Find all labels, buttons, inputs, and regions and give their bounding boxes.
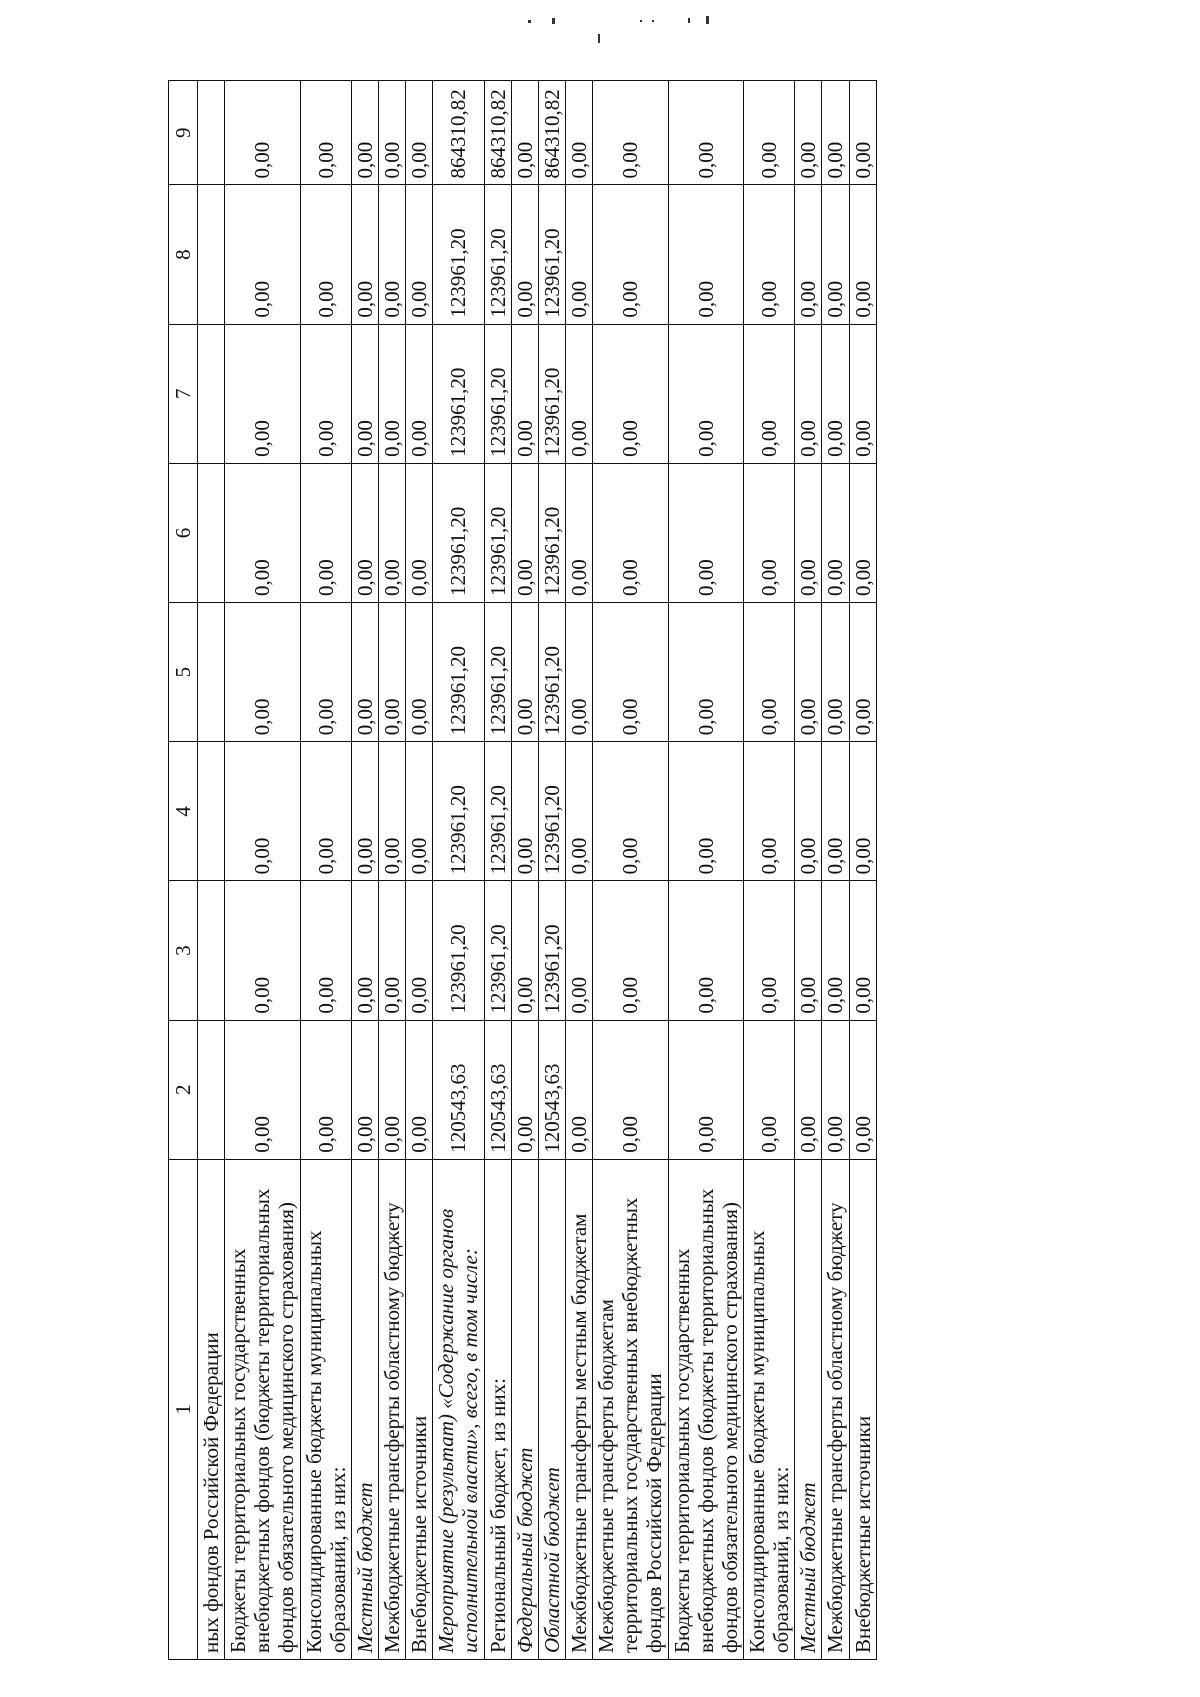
cell-value: 0,00 bbox=[593, 81, 668, 185]
cell-value: 0,00 bbox=[849, 881, 876, 1020]
cell-value: 0,00 bbox=[743, 881, 794, 1020]
cell-value: 0,00 bbox=[378, 742, 405, 881]
table-row bbox=[743, 81, 794, 1660]
cell-value: 0,00 bbox=[565, 881, 592, 1020]
cell-value: 0,00 bbox=[565, 185, 592, 324]
scan-speck bbox=[598, 34, 600, 43]
row-label: Межбюджетные трансферты областному бюджету bbox=[378, 1159, 405, 1659]
cell-value: 123961,20 bbox=[538, 881, 565, 1020]
cell-value: 0,00 bbox=[795, 463, 822, 602]
table-row bbox=[484, 81, 511, 1660]
cell-value: 0,00 bbox=[351, 81, 378, 185]
table-row bbox=[511, 81, 538, 1660]
cell-value: 0,00 bbox=[593, 742, 668, 881]
cell-value: 0,00 bbox=[668, 1020, 743, 1159]
cell-value: 0,00 bbox=[511, 81, 538, 185]
cell-value: 123961,20 bbox=[484, 742, 511, 881]
cell-value: 0,00 bbox=[743, 1020, 794, 1159]
cell-value: 0,00 bbox=[795, 603, 822, 742]
cell-value: 0,00 bbox=[406, 324, 433, 463]
column-header-9: 9 bbox=[169, 81, 198, 185]
column-header-6: 6 bbox=[169, 463, 198, 602]
cell-value: 0,00 bbox=[406, 742, 433, 881]
cell-value: 0,00 bbox=[743, 742, 794, 881]
scan-speck bbox=[552, 18, 555, 24]
cell-value: 0,00 bbox=[511, 463, 538, 602]
cell-value: 0,00 bbox=[849, 1020, 876, 1159]
column-header-1: 1 bbox=[169, 1159, 198, 1659]
cell-value: 0,00 bbox=[300, 881, 351, 1020]
cell-value bbox=[198, 463, 225, 602]
cell-value: 0,00 bbox=[795, 324, 822, 463]
row-label: Внебюджетные источники bbox=[406, 1159, 433, 1659]
scan-speck bbox=[706, 16, 709, 24]
cell-value: 0,00 bbox=[225, 81, 300, 185]
table-row bbox=[822, 81, 849, 1660]
cell-value: 0,00 bbox=[849, 185, 876, 324]
cell-value: 0,00 bbox=[668, 81, 743, 185]
cell-value: 123961,20 bbox=[484, 463, 511, 602]
cell-value bbox=[198, 81, 225, 185]
column-header-7: 7 bbox=[169, 324, 198, 463]
cell-value: 0,00 bbox=[849, 742, 876, 881]
table-row bbox=[849, 81, 876, 1660]
cell-value: 0,00 bbox=[225, 1020, 300, 1159]
cell-value: 0,00 bbox=[795, 185, 822, 324]
cell-value: 0,00 bbox=[668, 324, 743, 463]
row-label: ных фондов Российской Федерации bbox=[198, 1159, 225, 1659]
cell-value: 123961,20 bbox=[538, 324, 565, 463]
row-label: Бюджеты территориальных государственных внебюджетных фондов (бюджеты территориальных фондов обязательного медицинского страхования) bbox=[668, 1159, 743, 1659]
row-label: Местный бюджет bbox=[351, 1159, 378, 1659]
cell-value: 0,00 bbox=[378, 881, 405, 1020]
cell-value bbox=[198, 742, 225, 881]
row-label: Консолидированные бюджеты муниципальных образований, из них: bbox=[743, 1159, 794, 1659]
cell-value: 0,00 bbox=[351, 185, 378, 324]
cell-value: 0,00 bbox=[511, 603, 538, 742]
cell-value: 0,00 bbox=[795, 1020, 822, 1159]
cell-value: 0,00 bbox=[743, 81, 794, 185]
table-row bbox=[565, 81, 592, 1660]
cell-value: 0,00 bbox=[565, 742, 592, 881]
row-label: Областной бюджет bbox=[538, 1159, 565, 1659]
cell-value: 0,00 bbox=[668, 185, 743, 324]
table-row bbox=[668, 81, 743, 1660]
column-header-5: 5 bbox=[169, 603, 198, 742]
cell-value: 0,00 bbox=[593, 463, 668, 602]
cell-value: 123961,20 bbox=[484, 324, 511, 463]
cell-value: 0,00 bbox=[378, 1020, 405, 1159]
cell-value: 864310,82 bbox=[538, 81, 565, 185]
cell-value: 0,00 bbox=[300, 185, 351, 324]
cell-value: 0,00 bbox=[378, 185, 405, 324]
cell-value: 0,00 bbox=[225, 881, 300, 1020]
table-row bbox=[225, 81, 300, 1660]
cell-value: 0,00 bbox=[565, 324, 592, 463]
cell-value: 0,00 bbox=[822, 463, 849, 602]
cell-value: 123961,20 bbox=[433, 324, 484, 463]
cell-value: 123961,20 bbox=[538, 742, 565, 881]
cell-value: 0,00 bbox=[795, 81, 822, 185]
cell-value: 0,00 bbox=[406, 81, 433, 185]
cell-value: 0,00 bbox=[822, 603, 849, 742]
cell-value bbox=[198, 1020, 225, 1159]
cell-value bbox=[198, 603, 225, 742]
cell-value: 0,00 bbox=[511, 185, 538, 324]
cell-value: 0,00 bbox=[406, 185, 433, 324]
table-row bbox=[198, 81, 225, 1660]
rotated-page bbox=[168, 80, 1038, 1660]
column-header-3: 3 bbox=[169, 881, 198, 1020]
cell-value: 0,00 bbox=[351, 1020, 378, 1159]
cell-value: 0,00 bbox=[511, 324, 538, 463]
cell-value: 0,00 bbox=[511, 742, 538, 881]
cell-value: 0,00 bbox=[795, 742, 822, 881]
cell-value: 0,00 bbox=[668, 881, 743, 1020]
table-row bbox=[351, 81, 378, 1660]
cell-value: 0,00 bbox=[300, 463, 351, 602]
cell-value: 0,00 bbox=[225, 603, 300, 742]
table-row bbox=[593, 81, 668, 1660]
cell-value: 0,00 bbox=[351, 881, 378, 1020]
cell-value: 0,00 bbox=[822, 1020, 849, 1159]
cell-value: 0,00 bbox=[668, 463, 743, 602]
cell-value: 0,00 bbox=[225, 742, 300, 881]
table-row bbox=[795, 81, 822, 1660]
table-row bbox=[538, 81, 565, 1660]
cell-value: 0,00 bbox=[225, 185, 300, 324]
cell-value: 0,00 bbox=[378, 463, 405, 602]
scan-speck bbox=[688, 18, 690, 23]
table-body bbox=[198, 81, 877, 1660]
cell-value: 123961,20 bbox=[538, 603, 565, 742]
cell-value: 0,00 bbox=[378, 603, 405, 742]
table-row bbox=[406, 81, 433, 1660]
cell-value: 0,00 bbox=[593, 324, 668, 463]
table-header-row bbox=[169, 81, 198, 1660]
cell-value: 0,00 bbox=[743, 603, 794, 742]
cell-value: 0,00 bbox=[565, 603, 592, 742]
cell-value: 0,00 bbox=[225, 324, 300, 463]
cell-value: 123961,20 bbox=[538, 463, 565, 602]
cell-value: 0,00 bbox=[822, 185, 849, 324]
scan-speck bbox=[528, 20, 531, 23]
cell-value: 0,00 bbox=[822, 324, 849, 463]
column-header-2: 2 bbox=[169, 1020, 198, 1159]
row-label: Консолидированные бюджеты муниципальных образований, из них: bbox=[300, 1159, 351, 1659]
row-label: Межбюджетные трансферты местным бюджетам bbox=[565, 1159, 592, 1659]
cell-value: 0,00 bbox=[849, 324, 876, 463]
cell-value: 0,00 bbox=[822, 742, 849, 881]
row-label: Федеральный бюджет bbox=[511, 1159, 538, 1659]
cell-value: 123961,20 bbox=[433, 742, 484, 881]
row-label: Межбюджетные трансферты областному бюджету bbox=[822, 1159, 849, 1659]
table-row bbox=[300, 81, 351, 1660]
cell-value: 0,00 bbox=[351, 603, 378, 742]
scan-speck bbox=[640, 20, 642, 22]
row-label: Бюджеты территориальных государственных внебюджетных фондов (бюджеты территориальных фондов обязательного медицинского страхования) bbox=[225, 1159, 300, 1659]
row-label: Внебюджетные источники bbox=[849, 1159, 876, 1659]
column-header-8: 8 bbox=[169, 185, 198, 324]
cell-value: 0,00 bbox=[511, 1020, 538, 1159]
cell-value: 0,00 bbox=[565, 81, 592, 185]
cell-value: 0,00 bbox=[822, 881, 849, 1020]
cell-value: 0,00 bbox=[351, 463, 378, 602]
cell-value bbox=[198, 185, 225, 324]
cell-value: 0,00 bbox=[593, 185, 668, 324]
cell-value: 0,00 bbox=[593, 881, 668, 1020]
cell-value: 123961,20 bbox=[433, 603, 484, 742]
cell-value: 0,00 bbox=[668, 603, 743, 742]
row-label: Мероприятие (результат) «Содержание органов исполнительной власти», всего, в том числе: bbox=[433, 1159, 484, 1659]
cell-value: 0,00 bbox=[406, 881, 433, 1020]
cell-value: 123961,20 bbox=[484, 185, 511, 324]
cell-value: 0,00 bbox=[300, 1020, 351, 1159]
row-label: Межбюджетные трансферты бюджетам территориальных государственных внебюджетных фондов Российской Федерации bbox=[593, 1159, 668, 1659]
cell-value: 0,00 bbox=[406, 603, 433, 742]
cell-value: 864310,82 bbox=[484, 81, 511, 185]
cell-value: 123961,20 bbox=[433, 463, 484, 602]
cell-value: 120543,63 bbox=[433, 1020, 484, 1159]
cell-value: 0,00 bbox=[225, 463, 300, 602]
cell-value: 0,00 bbox=[378, 81, 405, 185]
table-row bbox=[433, 81, 484, 1660]
cell-value bbox=[198, 881, 225, 1020]
cell-value: 123961,20 bbox=[433, 185, 484, 324]
column-header-4: 4 bbox=[169, 742, 198, 881]
cell-value: 123961,20 bbox=[484, 881, 511, 1020]
cell-value: 0,00 bbox=[849, 463, 876, 602]
scan-speck bbox=[652, 20, 654, 22]
cell-value: 120543,63 bbox=[538, 1020, 565, 1159]
cell-value: 0,00 bbox=[300, 324, 351, 463]
cell-value: 0,00 bbox=[378, 324, 405, 463]
cell-value: 0,00 bbox=[849, 81, 876, 185]
cell-value: 0,00 bbox=[849, 603, 876, 742]
cell-value: 123961,20 bbox=[433, 881, 484, 1020]
cell-value: 0,00 bbox=[406, 1020, 433, 1159]
cell-value: 0,00 bbox=[593, 603, 668, 742]
row-label: Региональный бюджет, из них: bbox=[484, 1159, 511, 1659]
cell-value: 0,00 bbox=[822, 81, 849, 185]
cell-value: 120543,63 bbox=[484, 1020, 511, 1159]
cell-value bbox=[198, 324, 225, 463]
cell-value: 123961,20 bbox=[538, 185, 565, 324]
cell-value: 123961,20 bbox=[484, 603, 511, 742]
scan-marks bbox=[0, 0, 1200, 60]
row-label: Местный бюджет bbox=[795, 1159, 822, 1659]
cell-value: 0,00 bbox=[511, 881, 538, 1020]
cell-value: 0,00 bbox=[743, 463, 794, 602]
cell-value: 0,00 bbox=[743, 185, 794, 324]
budget-table bbox=[168, 80, 877, 1660]
cell-value: 0,00 bbox=[668, 742, 743, 881]
cell-value: 0,00 bbox=[743, 324, 794, 463]
cell-value: 0,00 bbox=[565, 463, 592, 602]
cell-value: 864310,82 bbox=[433, 81, 484, 185]
cell-value: 0,00 bbox=[795, 881, 822, 1020]
cell-value: 0,00 bbox=[351, 742, 378, 881]
cell-value: 0,00 bbox=[565, 1020, 592, 1159]
cell-value: 0,00 bbox=[351, 324, 378, 463]
cell-value: 0,00 bbox=[406, 463, 433, 602]
cell-value: 0,00 bbox=[593, 1020, 668, 1159]
cell-value: 0,00 bbox=[300, 603, 351, 742]
cell-value: 0,00 bbox=[300, 81, 351, 185]
table-row bbox=[378, 81, 405, 1660]
cell-value: 0,00 bbox=[300, 742, 351, 881]
